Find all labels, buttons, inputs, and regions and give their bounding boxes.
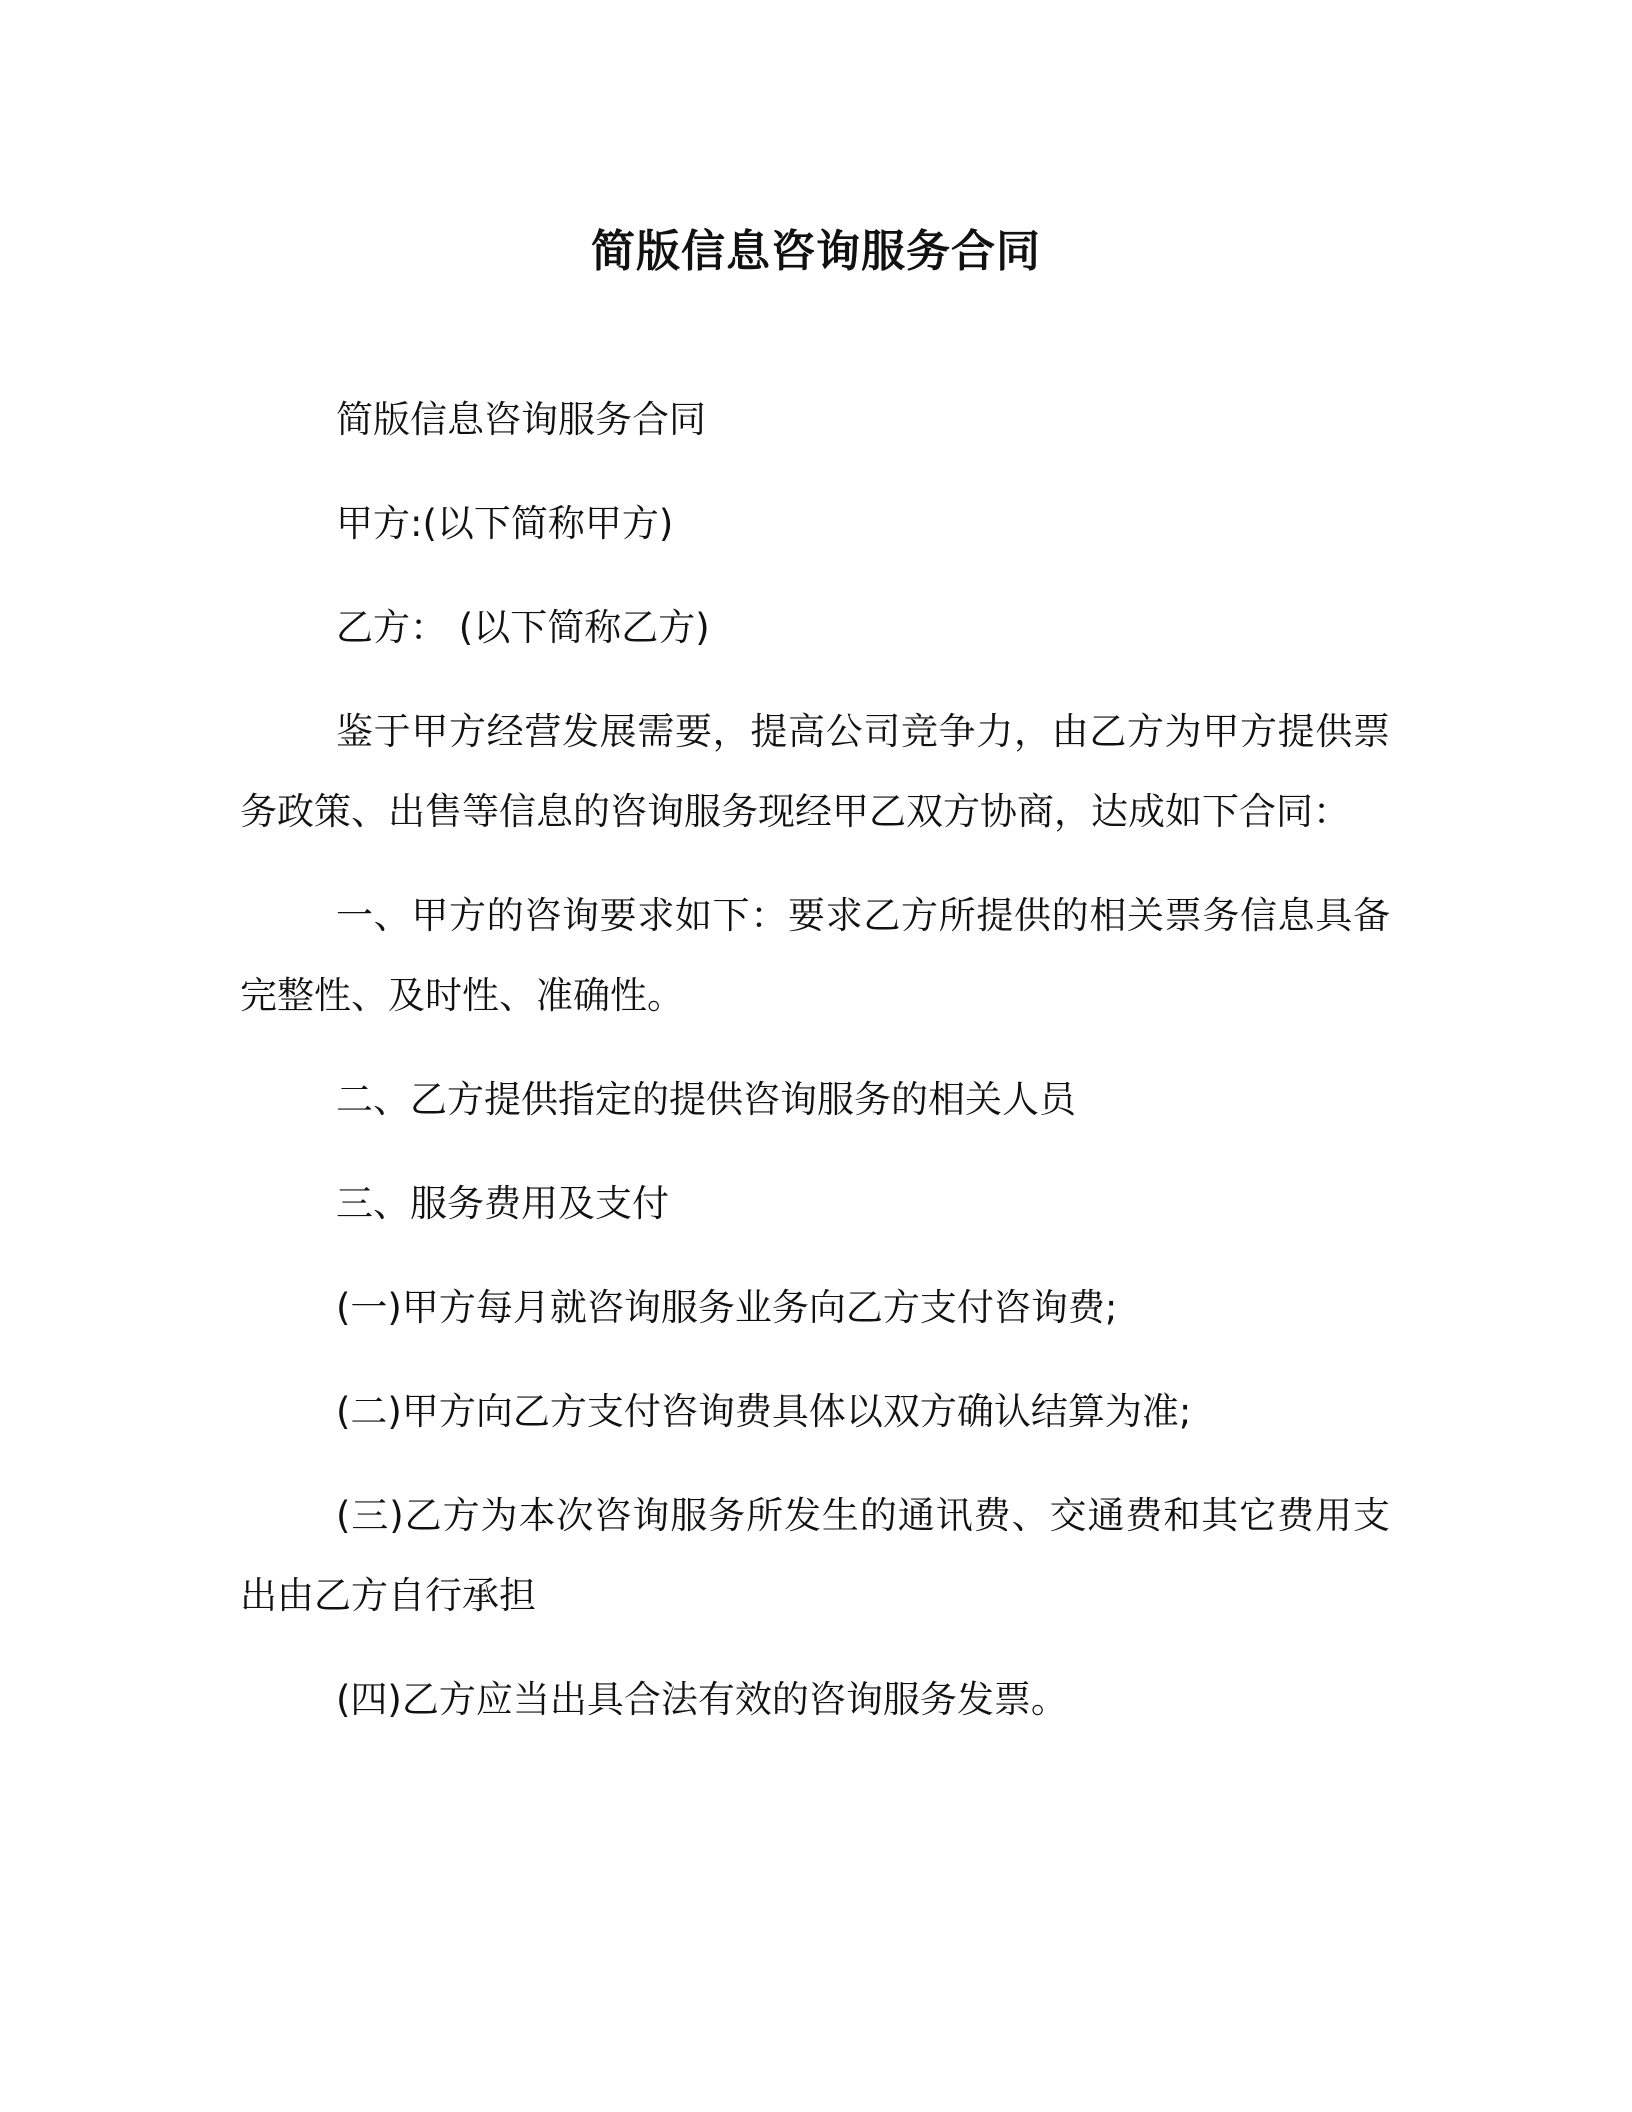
paragraph-party-a: 甲方:(以下简称甲方): [336, 502, 674, 545]
paragraph-party-b: 乙方： (以下简称乙方): [336, 606, 710, 649]
paragraph-clause-3-4: (四)乙方应当出具合法有效的咨询服务发票。: [336, 1678, 1068, 1721]
paragraph-clause-3-2: (二)甲方向乙方支付咨询费具体以双方确认结算为准;: [336, 1390, 1192, 1433]
paragraph-clause-3: 三、服务费用及支付: [336, 1182, 669, 1225]
paragraph-preamble: 鉴于甲方经营发展需要，提高公司竞争力，由乙方为甲方提供票务政策、出售等信息的咨询服务现经甲乙双方协商，达成如下合同：: [240, 710, 1390, 833]
paragraph-clause-2: 二、乙方提供指定的提供咨询服务的相关人员: [336, 1078, 1076, 1121]
paragraph-subtitle: 简版信息咨询服务合同: [336, 398, 706, 441]
document-title: 简版信息咨询服务合同: [591, 226, 1041, 277]
document-body: [240, 380, 1390, 1764]
paragraph-clause-3-1: (一)甲方每月就咨询服务业务向乙方支付咨询费;: [336, 1286, 1118, 1329]
paragraph-clause-1: 一、甲方的咨询要求如下：要求乙方所提供的相关票务信息具备完整性、及时性、准确性。: [240, 894, 1390, 1017]
paragraph-clause-3-3: (三)乙方为本次咨询服务所发生的通讯费、交通费和其它费用支出由乙方自行承担: [240, 1494, 1390, 1617]
